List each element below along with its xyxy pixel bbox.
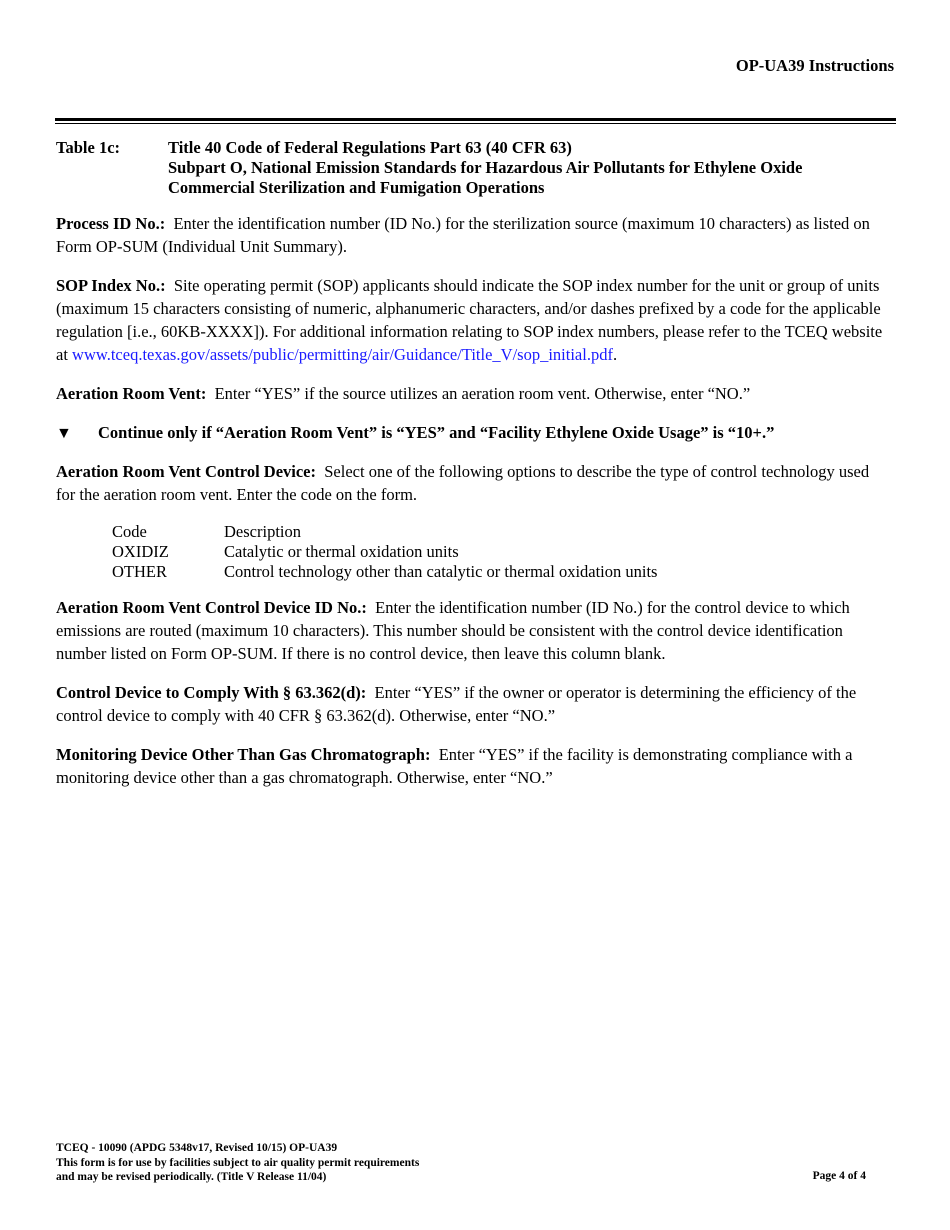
down-triangle-icon: ▼ <box>56 425 72 442</box>
continue-instruction-text: Continue only if “Aeration Room Vent” is “YES” and “Facility Ethylene Oxide Usage” is “10+.” <box>98 423 775 442</box>
code-cell: OXIDIZ <box>112 542 169 561</box>
footer-line: TCEQ - 10090 (APDG 5348v17, Revised 10/15) OP-UA39 <box>56 1142 338 1154</box>
table-heading <box>56 138 892 198</box>
sop-index-paragraph <box>56 274 892 366</box>
table-heading-title <box>168 138 802 198</box>
control-device-paragraph <box>56 460 892 506</box>
control-device-id-paragraph <box>56 596 892 665</box>
process-id-text: Enter the identification number (ID No.) for the sterilization source (maximum 10 characters) as listed on Form OP-SUM (Individual Unit Summary). <box>56 214 870 256</box>
form-footer <box>56 1141 419 1185</box>
aeration-vent-label: Aeration Room Vent: <box>56 384 207 403</box>
description-cell: Control technology other than catalytic or thermal oxidation units <box>224 562 658 581</box>
sop-index-label: SOP Index No.: <box>56 276 166 295</box>
monitoring-text: Enter “YES” if the facility is demonstrating compliance with a monitoring device other than a gas chromatograph. Otherwise, enter “NO.” <box>56 745 853 787</box>
code-column-header: Code <box>112 522 147 541</box>
aeration-vent-text: Enter “YES” if the source utilizes an aeration room vent. Otherwise, enter “NO.” <box>214 384 751 403</box>
table-heading-line: Subpart O, National Emission Standards for Hazardous Air Pollutants for Ethylene Oxide <box>168 158 803 177</box>
comply-text: Enter “YES” if the owner or operator is determining the efficiency of the control device to comply with 40 CFR § 63.362(d). Otherwise, enter “NO.” <box>56 683 857 725</box>
table-row <box>112 562 657 582</box>
control-device-code-table <box>112 522 657 582</box>
control-device-id-label: Aeration Room Vent Control Device ID No.: <box>56 598 367 617</box>
code-cell: OTHER <box>112 562 167 581</box>
page-number: Page 4 of 4 <box>812 1170 866 1182</box>
header-double-rule <box>55 118 896 124</box>
table-row <box>112 542 657 562</box>
sop-guidance-link[interactable]: www.tceq.texas.gov/assets/public/permitting/air/Guidance/Title_V/sop_initial.pdf <box>72 345 613 364</box>
table-heading-line: Commercial Sterilization and Fumigation Operations <box>168 178 545 197</box>
sop-index-after-link: . <box>612 345 618 364</box>
document-header-title: OP-UA39 Instructions <box>735 56 894 75</box>
comply-label: Control Device to Comply With § 63.362(d): <box>56 683 367 702</box>
footer-line: This form is for use by facilities subject to air quality permit requirements <box>56 1156 420 1169</box>
code-table-header <box>112 522 657 542</box>
process-id-paragraph <box>56 212 892 258</box>
aeration-vent-paragraph <box>56 382 892 405</box>
footer-line: and may be revised periodically. (Title V Release 11/04) <box>56 1171 327 1183</box>
monitoring-paragraph <box>56 743 892 789</box>
continue-instruction <box>56 421 892 445</box>
process-id-label: Process ID No.: <box>56 214 166 233</box>
control-device-label: Aeration Room Vent Control Device: <box>56 462 316 481</box>
table-heading-label: Table 1c: <box>56 138 121 157</box>
monitoring-label: Monitoring Device Other Than Gas Chromatograph: <box>56 745 431 764</box>
sop-index-text: Site operating permit (SOP) applicants should indicate the SOP index number for the unit or group of units (maximum 15 characters consisting of numeric, alphanumeric characters, and/or dashes prefixed by a code for the applicable regulation [i.e., 60KB-XXXX]). For additional information relating to SOP index numbers, please refer to the TCEQ website at <box>56 276 883 364</box>
description-cell: Catalytic or thermal oxidation units <box>224 542 459 561</box>
description-column-header: Description <box>224 522 301 541</box>
control-device-id-text: Enter the identification number (ID No.) for the control device to which emissions are routed (maximum 10 characters). This number should be consistent with the control device identification number listed on Form OP-SUM. If there is no control device, then leave this column blank. <box>56 598 850 663</box>
document-body <box>56 138 892 789</box>
table-heading-line: Title 40 Code of Federal Regulations Part 63 (40 CFR 63) <box>168 138 572 157</box>
comply-paragraph <box>56 681 892 727</box>
control-device-text: Select one of the following options to describe the type of control technology used for the aeration room vent. Enter the code on the form. <box>56 462 870 504</box>
